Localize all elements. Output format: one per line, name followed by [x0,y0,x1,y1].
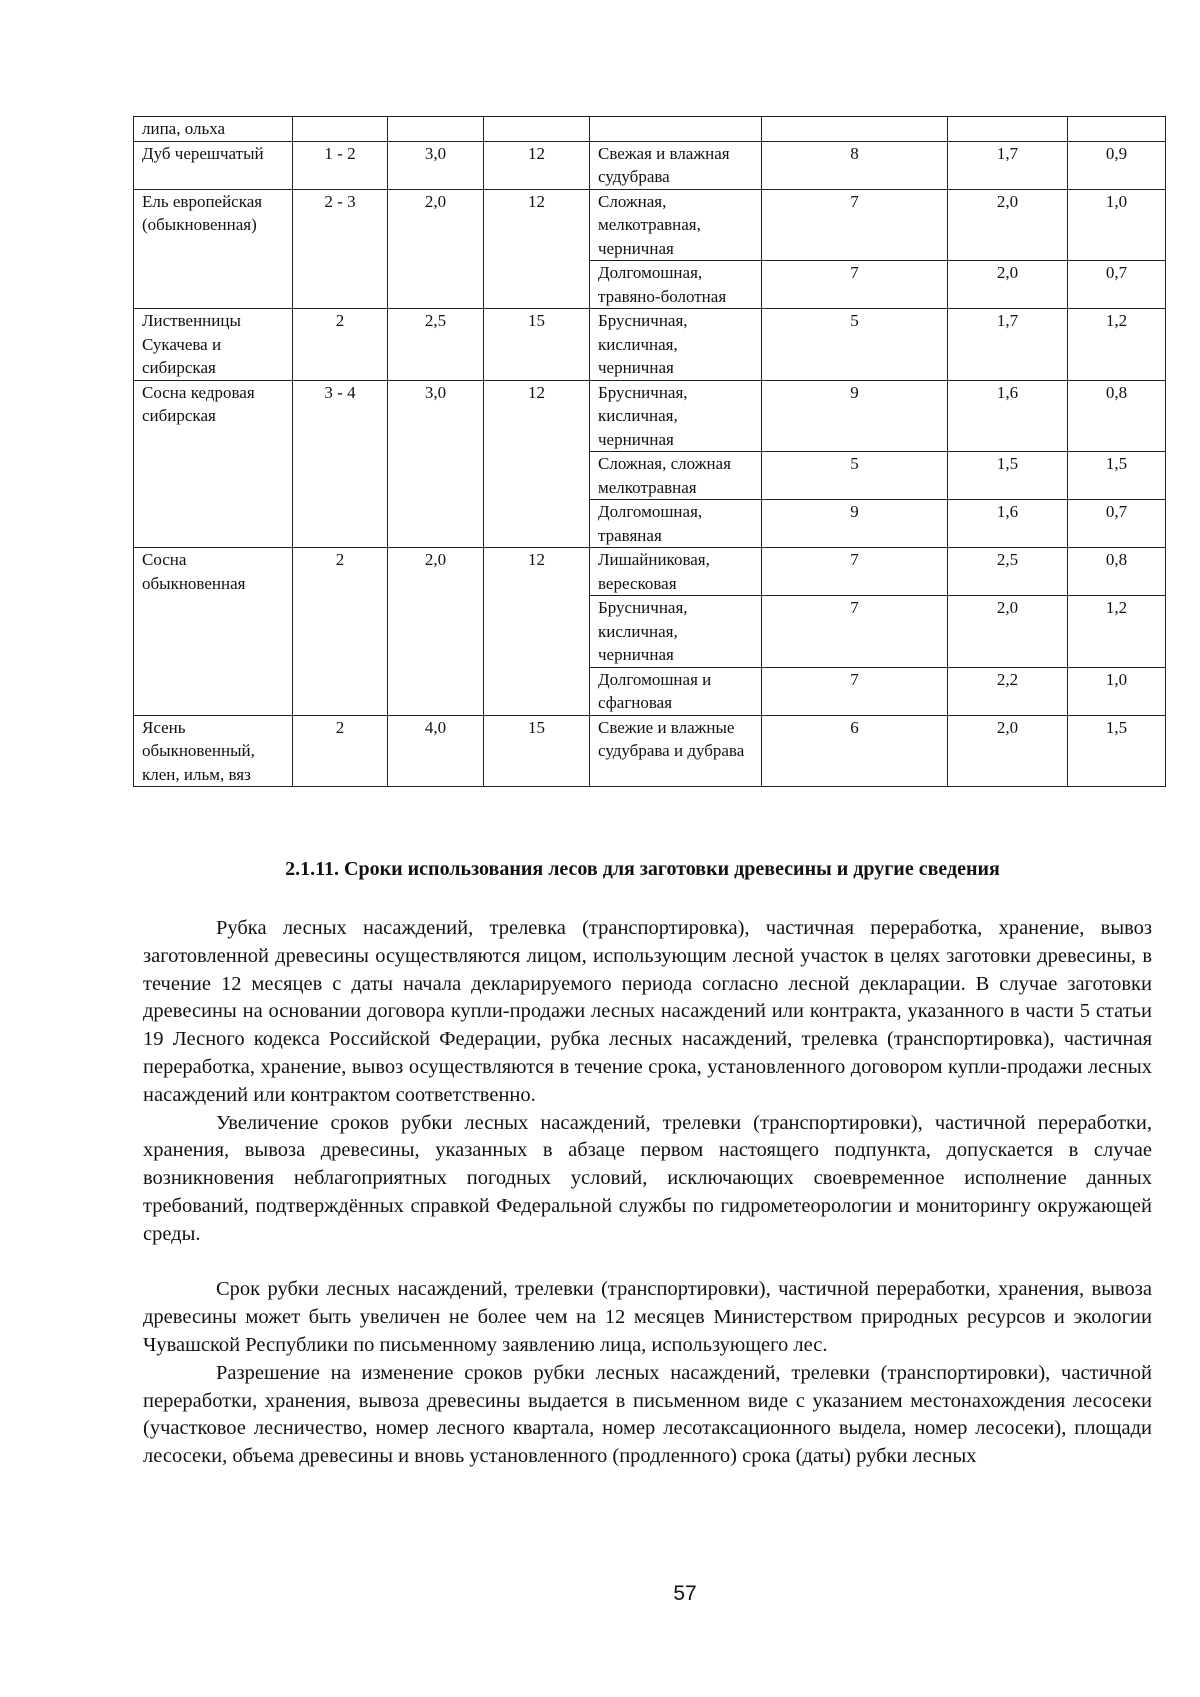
species-cell: Сосна кедровая сибирская [134,380,293,548]
paragraph: Разрешение на изменение сроков рубки лесных насаждений, трелевки (транспортировки), частичной переработки, хранения, вывоза древесины выдается в письменном виде с указанием местонахождения лесосеки (участковое лесничество, номер лесного квартала, номер лесотаксационного выдела, номер лесосеки), площади лесосеки, объема древесины и вновь установленного (продленного) срока (даты) рубки лесных [143,1361,1152,1468]
forest-type-cell: Брусничная, кисличная, черничная [590,596,762,668]
value-cell: 12 [484,380,590,548]
forest-type-cell: Долгомошная, травяно-болотная [590,261,762,309]
value-cell: 1,7 [948,309,1068,381]
species-cell: Сосна обыкновенная [134,548,293,716]
value-cell: 5 [762,452,948,500]
value-cell: 1,5 [948,452,1068,500]
value-cell: 0,9 [1068,141,1166,189]
value-cell [484,117,590,142]
species-cell: Ясень обыкновенный, клен, ильм, вяз [134,715,293,787]
value-cell: 9 [762,380,948,452]
value-cell: 1,5 [1068,452,1166,500]
value-cell: 2 [293,715,388,787]
value-cell [948,117,1068,142]
value-cell: 2,0 [948,596,1068,668]
value-cell: 2,0 [948,261,1068,309]
value-cell: 2,2 [948,667,1068,715]
species-cell: Дуб черешчатый [134,141,293,189]
forest-type-cell: Сложная, сложная мелкотравная [590,452,762,500]
forest-type-cell: Сложная, мелкотравная, черничная [590,189,762,261]
value-cell: 6 [762,715,948,787]
value-cell: 0,7 [1068,261,1166,309]
value-cell: 4,0 [388,715,484,787]
value-cell: 7 [762,667,948,715]
value-cell: 5 [762,309,948,381]
value-cell: 1,2 [1068,309,1166,381]
value-cell: 1,7 [948,141,1068,189]
table-row [134,715,1166,787]
value-cell: 1,0 [1068,667,1166,715]
value-cell: 1,2 [1068,596,1166,668]
value-cell: 12 [484,141,590,189]
forest-type-cell: Брусничная, кисличная, черничная [590,309,762,381]
species-cell: Лиственницы Сукачева и сибирская [134,309,293,381]
value-cell: 12 [484,548,590,716]
value-cell: 1,6 [948,380,1068,452]
paragraph: Рубка лесных насаждений, трелевка (транспортировка), частичная переработка, хранение, вывоз заготовленной древесины осуществляются лицом, использующим лесной участок в целях заготовки древесины, в течение 12 месяцев с даты начала декларируемого периода согласно лесной декларации. В случае заготовки древесины на основании договора купли-продажи лесных насаждений или контракта, указанного в части 5 статьи 19 Лесного кодекса Российской Федерации, рубка лесных насаждений, трелевка (транспортировка), частичная переработка, хранение, вывоз осуществляются в течение срока, установленного договором купли-продажи лесных насаждений или контрактом соответственно. [143,917,1152,1106]
value-cell: 2 [293,309,388,381]
species-table [133,116,1166,787]
value-cell: 0,8 [1068,548,1166,596]
species-cell: липа, ольха [134,117,293,142]
value-cell: 7 [762,189,948,261]
value-cell: 12 [484,189,590,309]
table-row [134,380,1166,452]
forest-type-cell: Долгомошная, травяная [590,500,762,548]
table-row [134,548,1166,596]
value-cell: 1,0 [1068,189,1166,261]
forest-type-cell: Свежая и влажная судубрава [590,141,762,189]
value-cell: 3,0 [388,141,484,189]
value-cell: 2 - 3 [293,189,388,309]
species-cell: Ель европейская (обыкновенная) [134,189,293,309]
value-cell: 7 [762,596,948,668]
value-cell: 2,0 [948,715,1068,787]
table-row [134,141,1166,189]
value-cell [293,117,388,142]
forest-type-cell [590,117,762,142]
value-cell: 7 [762,548,948,596]
forest-type-cell: Брусничная, кисличная, черничная [590,380,762,452]
value-cell [388,117,484,142]
body-text [143,915,1152,1471]
value-cell: 15 [484,309,590,381]
value-cell: 1 - 2 [293,141,388,189]
value-cell: 8 [762,141,948,189]
page-number: 57 [673,1582,697,1605]
value-cell: 3,0 [388,380,484,548]
value-cell: 2 [293,548,388,716]
forest-type-cell: Долгомошная и сфагновая [590,667,762,715]
forest-type-cell: Свежие и влажные судубрава и дубрава [590,715,762,787]
table-row [134,309,1166,381]
value-cell: 3 - 4 [293,380,388,548]
value-cell [1068,117,1166,142]
value-cell: 2,0 [388,189,484,309]
value-cell: 1,5 [1068,715,1166,787]
value-cell: 1,6 [948,500,1068,548]
section-heading: 2.1.11. Сроки использования лесов для заготовки древесины и другие сведения [285,858,1000,880]
paragraph: Срок рубки лесных насаждений, трелевки (транспортировки), частичной переработки, хранения, вывоза древесины может быть увеличен не более чем на 12 месяцев Министерством природных ресурсов и экологии Чувашской Республики по письменному заявлению лица, использующего лес. [143,1278,1152,1356]
value-cell: 2,5 [388,309,484,381]
value-cell: 0,7 [1068,500,1166,548]
paragraph: Увеличение сроков рубки лесных насаждений, трелевки (транспортировки), частичной переработки, хранения, вывоза древесины, указанных в абзаце первом настоящего подпункта, допускается в случае возникновения неблагоприятных погодных условий, исключающих своевременное исполнение данных требований, подтверждённых справкой Федеральной службы по гидрометеорологии и мониторингу окружающей среды. [143,1111,1152,1245]
value-cell: 2,0 [948,189,1068,261]
value-cell: 2,0 [388,548,484,716]
value-cell: 9 [762,500,948,548]
value-cell: 2,5 [948,548,1068,596]
forest-type-cell: Лишайниковая, вересковая [590,548,762,596]
table-row [134,189,1166,261]
value-cell [762,117,948,142]
value-cell: 15 [484,715,590,787]
table-row [134,117,1166,142]
value-cell: 0,8 [1068,380,1166,452]
value-cell: 7 [762,261,948,309]
